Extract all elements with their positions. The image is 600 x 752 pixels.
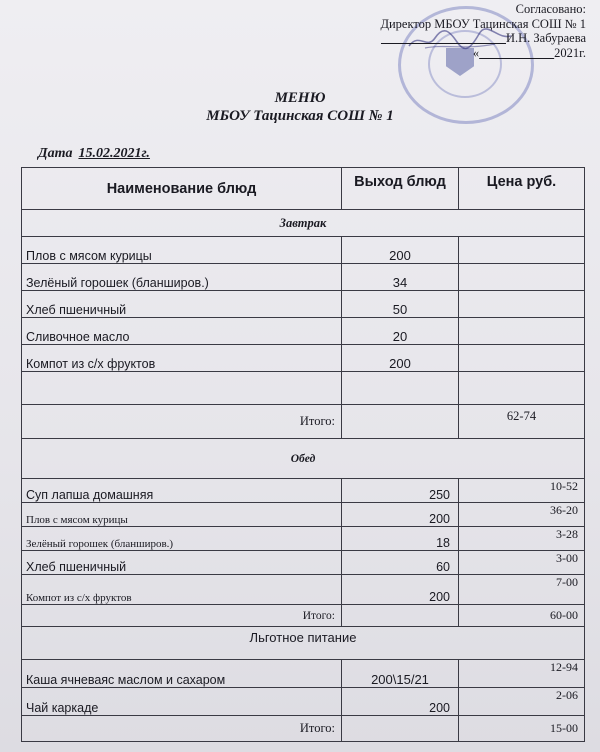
- empty-row: [22, 372, 585, 405]
- approval-signatory: И.Н. Забураева: [505, 31, 586, 45]
- dish-name: Хлеб пшеничный: [22, 551, 342, 575]
- table-row: [22, 345, 585, 372]
- dish-price: 2-06: [459, 688, 585, 716]
- dish-price: [459, 237, 585, 264]
- table-row: [22, 575, 585, 605]
- dish-name: Плов с мясом курицы: [22, 503, 342, 527]
- dish-price: [459, 291, 585, 318]
- col-header-name: Наименование блюд: [22, 168, 342, 210]
- dish-name: Хлеб пшеничный: [22, 291, 342, 318]
- lunch-total-row: [22, 605, 585, 627]
- approval-date-line: « 2021г.: [472, 45, 586, 60]
- dish-output: 60: [342, 551, 459, 575]
- dish-output: 200: [342, 237, 459, 264]
- dish-output: 200: [342, 688, 459, 716]
- section-lunch-title: Обед: [22, 439, 585, 479]
- dish-name: Плов с мясом курицы: [22, 237, 342, 264]
- total-value: 62-74: [459, 405, 585, 439]
- table-row: [22, 660, 585, 688]
- section-benefit-title: Льготное питание: [22, 627, 585, 660]
- dish-name: Зелёный горошек (бланширов.): [22, 527, 342, 551]
- dish-output: 50: [342, 291, 459, 318]
- dish-name: Каша ячневаяс маслом и сахаром: [22, 660, 342, 688]
- breakfast-total-row: [22, 405, 585, 439]
- dish-price: 12-94: [459, 660, 585, 688]
- dish-name: Чай каркаде: [22, 688, 342, 716]
- total-label: Итого:: [22, 716, 342, 742]
- section-benefit-row: [22, 627, 585, 660]
- table-row: [22, 479, 585, 503]
- table-header-row: [22, 168, 585, 210]
- dish-output: 200: [342, 575, 459, 605]
- total-label: Итого:: [22, 405, 342, 439]
- table-row: [22, 291, 585, 318]
- dish-price: 3-28: [459, 527, 585, 551]
- menu-date: [38, 146, 150, 162]
- table-row: [22, 527, 585, 551]
- dish-name: Сливочное масло: [22, 318, 342, 345]
- dish-price: 10-52: [459, 479, 585, 503]
- dish-name: Суп лапша домашняя: [22, 479, 342, 503]
- table-row: [22, 264, 585, 291]
- col-header-price: Цена руб.: [459, 168, 585, 210]
- total-value: 60-00: [459, 605, 585, 627]
- section-breakfast-row: [22, 210, 585, 237]
- table-row: [22, 503, 585, 527]
- approval-block: [380, 2, 586, 60]
- table-row: [22, 688, 585, 716]
- dish-output: 200\15/21: [342, 660, 459, 688]
- dish-price: [459, 318, 585, 345]
- table-row: [22, 318, 585, 345]
- dish-price: [459, 345, 585, 372]
- dish-name: Компот из с/х фруктов: [22, 575, 342, 605]
- col-header-output: Выход блюд: [342, 168, 459, 210]
- benefit-total-row: [22, 716, 585, 742]
- dish-output: 34: [342, 264, 459, 291]
- section-breakfast-title: Завтрак: [22, 210, 585, 237]
- dish-name: Компот из с/х фруктов: [22, 345, 342, 372]
- menu-title: МЕНЮ: [274, 90, 326, 106]
- dish-output: 200: [342, 345, 459, 372]
- dish-output: 20: [342, 318, 459, 345]
- dish-price: 36-20: [459, 503, 585, 527]
- dish-price: 7-00: [459, 575, 585, 605]
- dish-price: [459, 264, 585, 291]
- dish-output: 18: [342, 527, 459, 551]
- dish-output: 250: [342, 479, 459, 503]
- section-lunch-row: [22, 439, 585, 479]
- approval-position: Директор МБОУ Тацинская СОШ № 1: [380, 16, 586, 31]
- total-label: Итого:: [22, 605, 342, 627]
- date-value: 15.02.2021г.: [78, 146, 150, 161]
- menu-table: [21, 167, 585, 742]
- table-row: [22, 551, 585, 575]
- total-value: 15-00: [459, 716, 585, 742]
- school-name: МБОУ Тацинская СОШ № 1: [206, 108, 394, 124]
- dish-output: 200: [342, 503, 459, 527]
- approval-title: Согласовано:: [515, 2, 586, 16]
- dish-name: Зелёный горошек (бланширов.): [22, 264, 342, 291]
- dish-price: 3-00: [459, 551, 585, 575]
- date-label: Дата: [38, 146, 73, 161]
- table-row: [22, 237, 585, 264]
